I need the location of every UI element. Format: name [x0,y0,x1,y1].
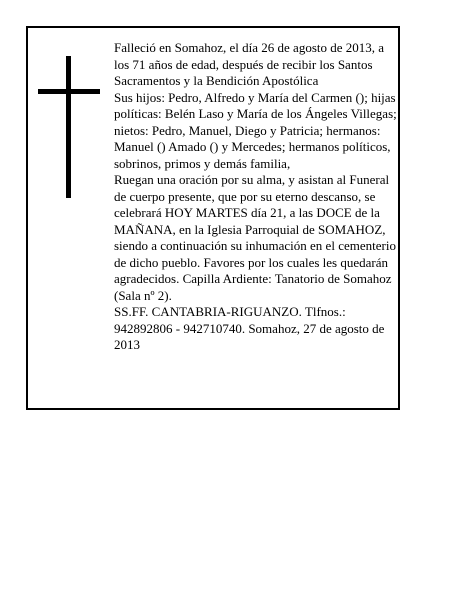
obituary-notice [26,26,400,410]
latin-cross-icon [38,56,100,198]
cross-horizontal-bar [38,89,100,94]
funeral-details: Ruegan una oración por su alma, y asistan al Funeral de cuerpo presente, que por su eterno descanso, se celebrará HOY MARTES día 21, a las DOCE de la MAÑANA, en la Iglesia Parroquial de SOMAHOZ, siendo a continuación su inhumación en el cementerio de dicho pueblo. Favores por los cuales les quedarán agradecidos. Capilla Ardiente: Tanatorio de Somahoz (Sala nº 2). [114,172,396,303]
death-announcement: Falleció en Somahoz, el día 26 de agosto de 2013, a los 71 años de edad, después de recibir los Santos Sacramentos y la Bendición Apostólica [114,40,385,88]
cross-vertical-bar [66,56,71,198]
obituary-text [114,40,398,354]
family-list: Sus hijos: Pedro, Alfredo y María del Carmen (); hijas políticas: Belén Laso y María de los Ángeles Villegas; nietos: Pedro, Manuel, Diego y Patricia; hermanos: Manuel () Amado () y Mercedes; hermanos políticos, sobrinos, primos y demás familia, [114,89,397,171]
funeral-home-contact: SS.FF. CANTABRIA-RIGUANZO. Tlfnos.: 942892806 - 942710740. Somahoz, 27 de agosto de 2013 [114,304,385,352]
